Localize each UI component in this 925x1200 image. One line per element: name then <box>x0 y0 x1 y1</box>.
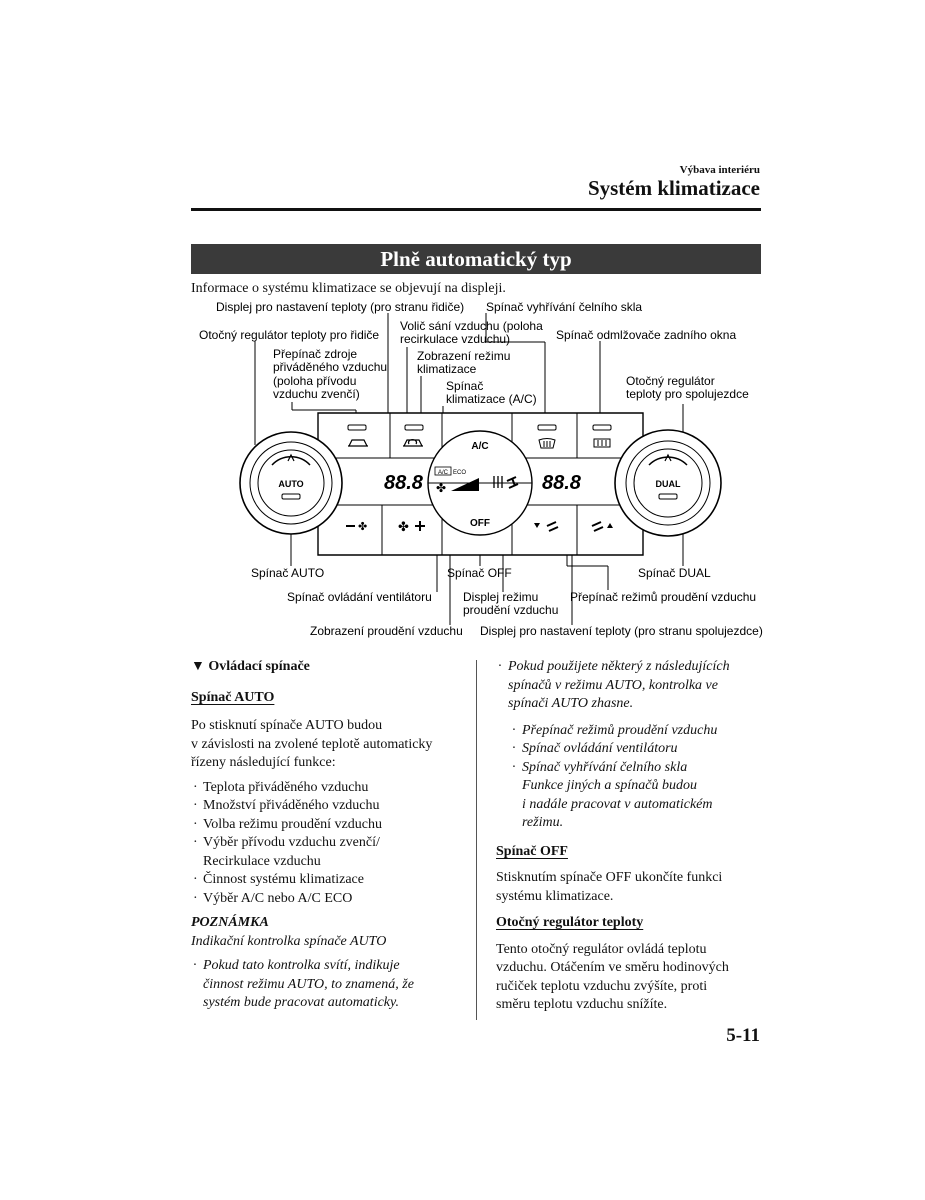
fan-large-icon: ✤ <box>398 519 409 534</box>
label-airflow-mode-display-1: Displej režimu <box>463 590 539 604</box>
list-item: · Množství přiváděného vzduchu <box>191 797 461 816</box>
list-item: · Pokud použijete některý z následujících spínačů v režimu AUTO, kontrolka ve spínači AUTO zhasne. <box>496 658 766 714</box>
list-item: · Volba režimu proudění vzduchu <box>191 816 461 835</box>
dial-subheading: Otočný regulátor teploty <box>496 915 644 930</box>
list-item: · Spínač vyhřívání čelního skla <box>510 759 766 778</box>
dial-paragraph: Tento otočný regulátor ovládá teplotu vzduchu. Otáčením ve směru hodinových ručiček teplotu vzduchu zvýšíte, proti směru teplotu vzduchu snížíte. <box>496 941 729 1012</box>
label-ac-switch-1: Spínač <box>446 379 484 393</box>
note-title: POZNÁMKA <box>191 915 269 930</box>
list-item: · Výběr přívodu vzduchu zvenčí/ Recirkulace vzduchu <box>191 834 461 871</box>
list-item: · Činnost systému klimatizace <box>191 871 461 890</box>
label-temp-display-driver: Displej pro nastavení teploty (pro stranu řidiče) <box>216 300 465 314</box>
off-button[interactable]: OFF <box>470 518 490 529</box>
label-mode-display-1: Zobrazení režimu <box>417 349 511 363</box>
breadcrumb: Výbava interiéru <box>679 164 760 176</box>
label-air-source-2: přiváděného vzduchu <box>273 360 388 374</box>
label-air-source-1: Přepínač zdroje <box>273 347 358 361</box>
note-subtitle: Indikační kontrolka spínače AUTO <box>191 933 387 949</box>
list-item: · Pokud tato kontrolka svítí, indikuje činnost režimu AUTO, to znamená, že systém bude pracovat automaticky. <box>191 957 461 1013</box>
list-item: · Spínač ovládání ventilátoru <box>510 740 766 759</box>
auto-paragraph: Po stisknutí spínače AUTO budou v závislosti na zvolené teplotě automaticky řízeny následující funkce: <box>191 718 433 770</box>
label-air-source-4: vzduchu zvenčí) <box>273 387 360 401</box>
dual-indicator <box>659 494 677 499</box>
label-fan-switch: Spínač ovládání ventilátoru <box>287 590 432 604</box>
list-item: · Teplota přiváděného vzduchu <box>191 779 461 798</box>
controls-heading: ▼ Ovládací spínače <box>191 659 310 674</box>
label-dual-switch: Spínač DUAL <box>638 566 711 580</box>
fan-small-icon: ✤ <box>358 521 368 533</box>
label-ac-switch-2: klimatizace (A/C) <box>446 392 537 406</box>
topic-banner: Plně automatický typ <box>191 244 761 274</box>
svg-text:A/C: A/C <box>437 470 449 476</box>
list-item: · Přepínač režimů proudění vzduchu <box>510 722 766 741</box>
climate-panel <box>318 413 643 555</box>
fan-icon: ✤ <box>436 481 447 495</box>
auto-button[interactable]: AUTO <box>278 479 304 489</box>
off-subheading: Spínač OFF <box>496 843 568 859</box>
dual-button[interactable]: DUAL <box>655 479 681 489</box>
temp-display-driver: 88.8 <box>384 472 423 494</box>
label-temp-dial-pass-2: teploty pro spolujezdce <box>626 387 749 401</box>
note-after: Funkce jiných a spínačů budou i nadále pracovat v automatickém režimu. <box>522 778 713 830</box>
label-off-switch: Spínač OFF <box>447 566 512 580</box>
label-intake-selector-1: Volič sání vzduchu (poloha <box>400 319 543 333</box>
left-column <box>191 658 461 1013</box>
auto-indicator <box>282 494 300 499</box>
auto-function-list <box>191 779 461 909</box>
label-mode-display-2: klimatizace <box>417 362 477 376</box>
temp-display-passenger: 88.8 <box>542 472 581 494</box>
label-rear-defogger: Spínač odmlžovače zadního okna <box>556 328 737 342</box>
eco-indicator: ECO <box>453 470 467 476</box>
label-intake-selector-2: recirkulace vzduchu) <box>400 332 511 346</box>
list-item: · Výběr A/C nebo A/C ECO <box>191 890 461 909</box>
note-list <box>191 957 461 1013</box>
label-temp-dial-pass-1: Otočný regulátor <box>626 374 715 388</box>
label-auto-switch: Spínač AUTO <box>251 566 325 580</box>
label-windshield-defroster: Spínač vyhřívání čelního skla <box>486 300 643 314</box>
off-paragraph: Stisknutím spínače OFF ukončíte funkci systému klimatizace. <box>496 870 723 904</box>
label-temp-display-passenger: Displej pro nastavení teploty (pro stranu spolujezdce) <box>480 624 763 638</box>
ac-button[interactable]: A/C <box>471 441 489 452</box>
label-airflow-display: Zobrazení proudění vzduchu <box>310 624 463 638</box>
section-title: Systém klimatizace <box>587 176 760 200</box>
intro-text: Informace o systému klimatizace se objevují na displeji. <box>191 281 506 296</box>
column-divider <box>476 660 477 1020</box>
label-airflow-mode-display-2: proudění vzduchu <box>463 603 559 617</box>
right-column <box>496 658 766 1015</box>
label-air-source-3: (poloha přívodu <box>273 374 357 388</box>
note-continued <box>496 658 766 714</box>
page-number: 5-11 <box>726 1025 760 1046</box>
label-airflow-mode-switch: Přepínač režimů proudění vzduchu <box>570 590 757 604</box>
note-switch-list <box>510 722 766 778</box>
label-temp-dial-driver: Otočný regulátor teploty pro řidiče <box>199 328 380 342</box>
auto-subheading: Spínač AUTO <box>191 689 275 705</box>
